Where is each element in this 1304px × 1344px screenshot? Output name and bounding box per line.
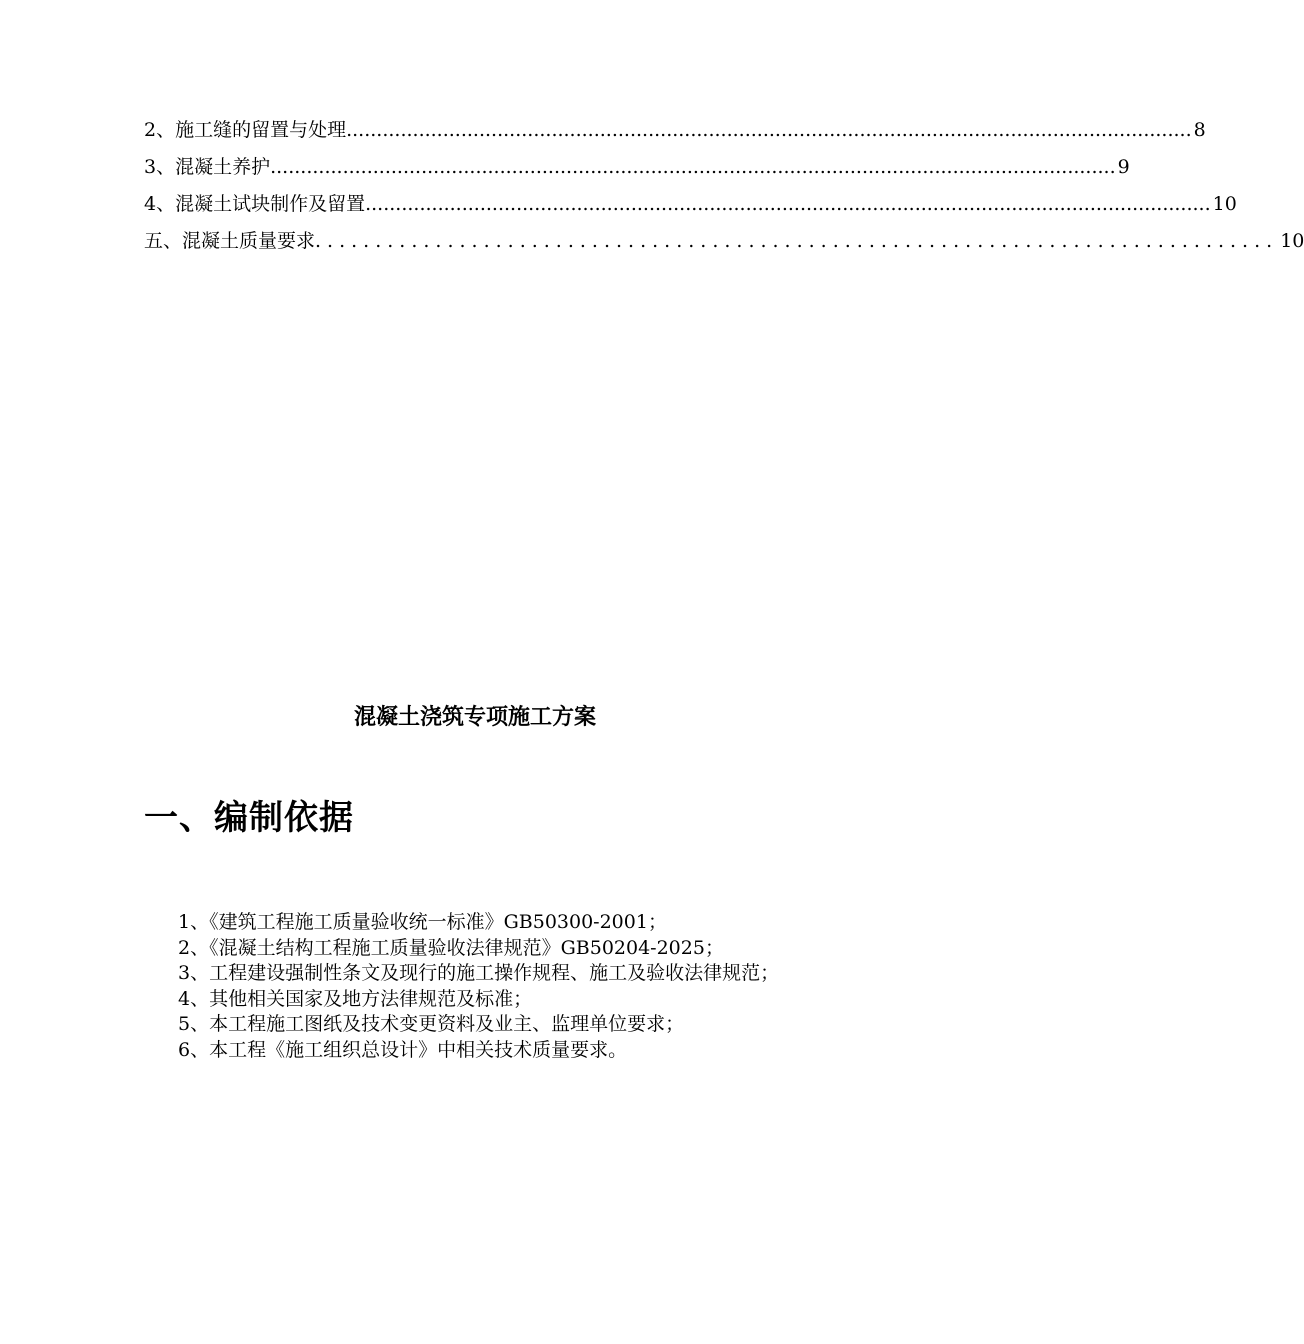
basis-item: 3、工程建设强制性条文及现行的施工操作规程、施工及验收法律规范； bbox=[178, 962, 780, 984]
document-title: 混凝土浇筑专项施工方案 bbox=[353, 704, 596, 730]
toc-entry-label: 3、混凝土养护 bbox=[144, 156, 271, 178]
toc-leader-dots: ............................................................................................................................................ bbox=[346, 119, 1192, 141]
basis-item: 6、本工程《施工组织总设计》中相关技术质量要求。 bbox=[178, 1038, 628, 1061]
toc-entry-label: 2、施工缝的留置与处理 bbox=[144, 119, 347, 141]
toc-leader-dots: ............................................................................................................................................ bbox=[270, 156, 1116, 178]
toc-entry-label: 五、混凝土质量要求 bbox=[144, 230, 316, 252]
toc-leader-dots: ............................................................................................................................................ bbox=[365, 193, 1211, 215]
toc-entry[interactable] bbox=[144, 149, 1130, 186]
basis-item: 2、《混凝土结构工程施工质量验收法律规范》GB50204-2025； bbox=[178, 936, 724, 959]
toc-entry-page: 10 bbox=[1212, 193, 1237, 215]
toc-leader-dots: ................................................................................ bbox=[315, 230, 1279, 252]
basis-list bbox=[144, 910, 804, 1063]
basis-item: 4、其他相关国家及地方法律规范及标准； bbox=[178, 987, 533, 1010]
basis-item: 1、《建筑工程施工质量验收统一标准》GB50300-2001； bbox=[178, 911, 667, 933]
toc-entry[interactable] bbox=[144, 186, 1237, 223]
table-of-contents bbox=[144, 112, 1304, 260]
toc-entry-label: 4、混凝土试块制作及留置 bbox=[144, 193, 366, 215]
toc-entry-page: 8 bbox=[1193, 119, 1206, 141]
section-heading: 一、编制依据 bbox=[144, 798, 354, 838]
basis-item: 5、本工程施工图纸及技术变更资料及业主、监理单位要求； bbox=[178, 1013, 685, 1035]
toc-entry[interactable] bbox=[144, 112, 1206, 149]
toc-entry-page: 10 bbox=[1280, 230, 1304, 252]
toc-entry-page: 9 bbox=[1117, 156, 1130, 178]
toc-entry[interactable] bbox=[144, 223, 1304, 260]
